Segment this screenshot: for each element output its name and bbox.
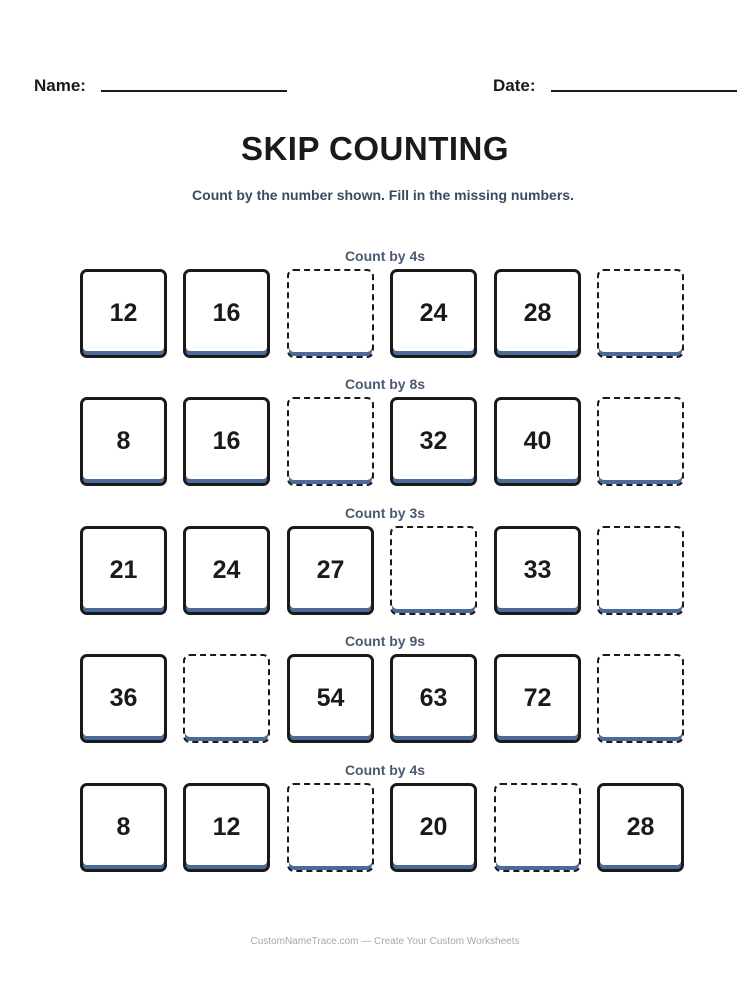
sequence-row <box>0 248 750 368</box>
answer-box[interactable] <box>597 269 684 358</box>
number-box: 32 <box>390 397 477 486</box>
number-box: 8 <box>80 783 167 872</box>
sequence-row <box>0 633 750 753</box>
answer-box[interactable] <box>597 526 684 615</box>
answer-box[interactable] <box>287 269 374 358</box>
number-box: 40 <box>494 397 581 486</box>
answer-box[interactable] <box>287 783 374 872</box>
sequence-row <box>0 376 750 496</box>
number-box: 20 <box>390 783 477 872</box>
number-box: 21 <box>80 526 167 615</box>
number-box: 16 <box>183 397 270 486</box>
number-box: 54 <box>287 654 374 743</box>
number-box: 28 <box>597 783 684 872</box>
name-label: Name: <box>34 76 86 95</box>
answer-box[interactable] <box>183 654 270 743</box>
sequence-label: Count by 8s <box>344 376 426 392</box>
answer-box[interactable] <box>597 397 684 486</box>
number-box: 24 <box>183 526 270 615</box>
number-box: 12 <box>183 783 270 872</box>
name-field[interactable] <box>101 90 287 92</box>
number-box: 33 <box>494 526 581 615</box>
number-box: 63 <box>390 654 477 743</box>
number-box: 72 <box>494 654 581 743</box>
footer-credit: CustomNameTrace.com — Create Your Custom Worksheets <box>250 936 520 947</box>
answer-box[interactable] <box>390 526 477 615</box>
sequence-label: Count by 4s <box>344 762 426 778</box>
answer-box[interactable] <box>597 654 684 743</box>
sequence-label: Count by 4s <box>344 248 426 264</box>
answer-box[interactable] <box>494 783 581 872</box>
sequence-row <box>0 505 750 625</box>
number-box: 8 <box>80 397 167 486</box>
worksheet-instructions: Count by the number shown. Fill in the missing numbers. <box>192 187 574 203</box>
sequence-label: Count by 3s <box>344 505 426 521</box>
number-box: 27 <box>287 526 374 615</box>
sequence-label: Count by 9s <box>344 633 426 649</box>
number-box: 36 <box>80 654 167 743</box>
number-box: 24 <box>390 269 477 358</box>
date-field[interactable] <box>551 90 737 92</box>
number-box: 12 <box>80 269 167 358</box>
worksheet-title: SKIP COUNTING <box>240 130 510 167</box>
answer-box[interactable] <box>287 397 374 486</box>
number-box: 28 <box>494 269 581 358</box>
number-box: 16 <box>183 269 270 358</box>
date-label: Date: <box>493 76 536 95</box>
sequence-row <box>0 762 750 882</box>
